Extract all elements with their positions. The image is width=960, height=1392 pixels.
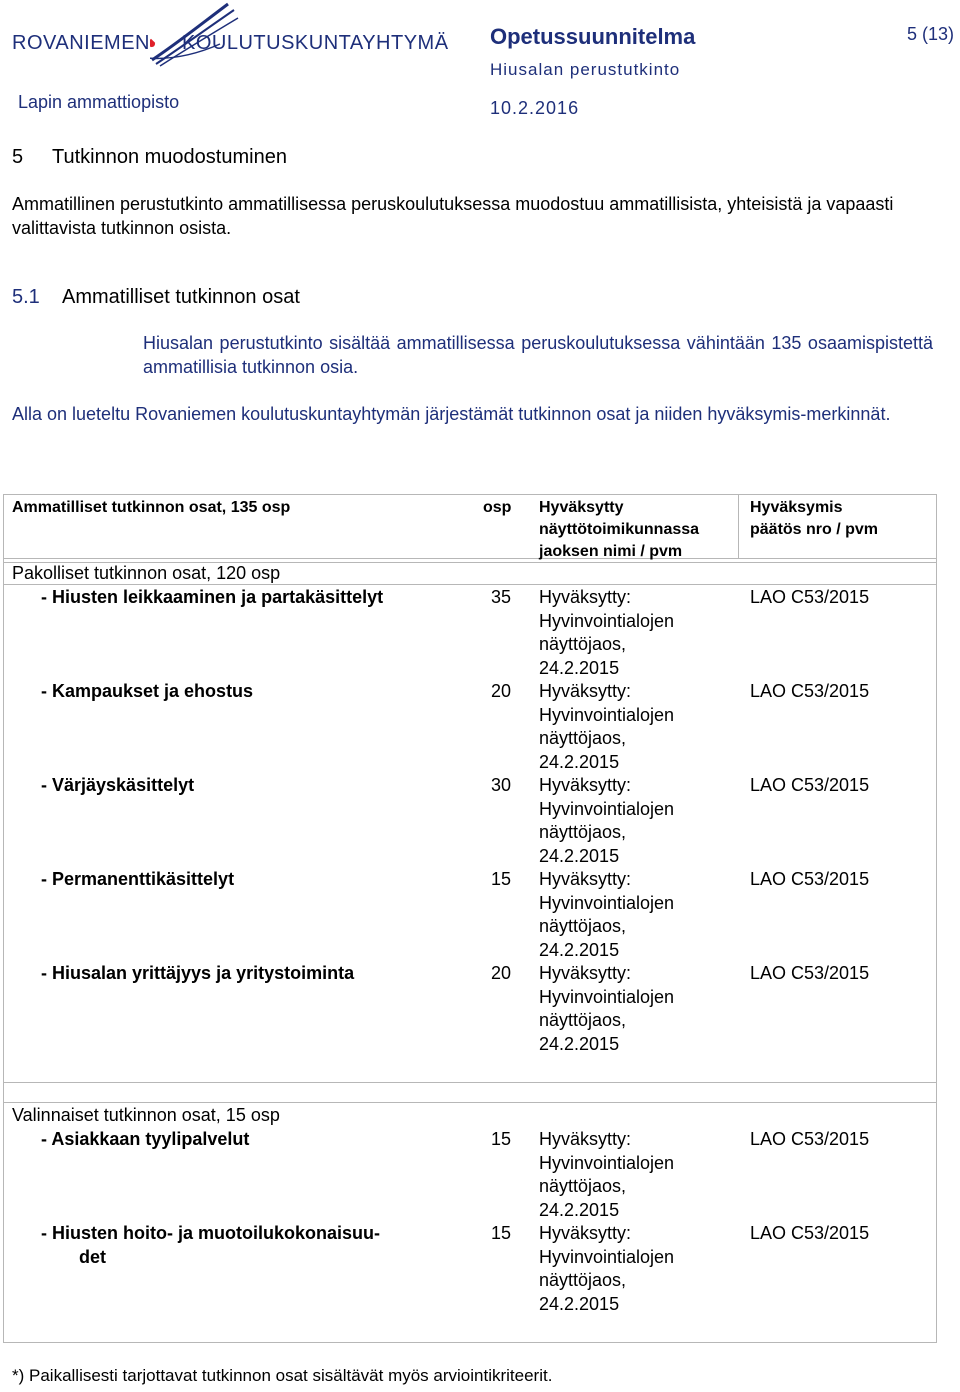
approval-line: 24.2.2015 xyxy=(539,1033,620,1054)
approval-line: 24.2.2015 xyxy=(539,1293,620,1314)
table-divider xyxy=(3,1102,937,1103)
part-approval xyxy=(539,774,674,868)
header-col-approved xyxy=(539,497,699,563)
part-osp: 15 xyxy=(491,1223,512,1243)
approval-line: Hyväksytty: xyxy=(539,1223,632,1243)
approval-line: Hyväksytty: xyxy=(539,587,632,607)
part-decision: LAO C53/2015 xyxy=(750,963,870,983)
header-col-osp: osp xyxy=(483,499,512,516)
subsection-heading xyxy=(12,286,300,309)
table-header-divider xyxy=(3,558,937,559)
approval-line: näyttöjaos, xyxy=(539,1270,627,1290)
school-name: Lapin ammattiopisto xyxy=(18,92,180,112)
header-col-approved-line: jaoksen nimi / pvm xyxy=(539,543,683,560)
part-osp: 15 xyxy=(491,869,512,889)
approval-line: Hyväksytty: xyxy=(539,869,632,889)
approval-line: 24.2.2015 xyxy=(539,1199,620,1220)
part-name: - Värjäyskäsittelyt xyxy=(41,775,195,795)
document-subtitle: Hiusalan perustutkinto xyxy=(490,60,681,79)
approval-line: näyttöjaos, xyxy=(539,1176,627,1196)
header-col-part: Ammatilliset tutkinnon osat, 135 osp xyxy=(12,499,291,516)
approval-line: 24.2.2015 xyxy=(539,845,620,866)
part-decision: LAO C53/2015 xyxy=(750,869,870,889)
document-title: Opetussuunnitelma xyxy=(490,24,696,49)
section-title: Tutkinnon muodostuminen xyxy=(52,146,287,168)
header-col-decision-line: päätös nro / pvm xyxy=(750,521,879,538)
approval-line: Hyvinvointialojen xyxy=(539,1152,675,1173)
part-name-continued: det xyxy=(79,1247,106,1267)
table-divider xyxy=(3,1082,937,1083)
table-border-left xyxy=(3,494,4,1342)
part-osp: 35 xyxy=(491,587,512,607)
approval-line: näyttöjaos, xyxy=(539,916,627,936)
approval-line: 24.2.2015 xyxy=(539,657,620,678)
part-approval xyxy=(539,680,674,774)
group-title-mandatory: Pakolliset tutkinnon osat, 120 osp xyxy=(12,563,281,583)
document-date: 10.2.2016 xyxy=(490,98,580,118)
header-col-decision-line: Hyväksymis xyxy=(750,499,843,516)
page-number: 5 (13) xyxy=(907,24,955,44)
approval-line: Hyvinvointialojen xyxy=(539,892,675,913)
section-heading xyxy=(12,146,287,169)
part-approval xyxy=(539,1128,674,1222)
part-approval xyxy=(539,868,674,962)
part-name: - Kampaukset ja ehostus xyxy=(41,681,254,701)
table-border-bottom xyxy=(3,1342,937,1343)
org-name-left: ROVANIEMEN xyxy=(12,32,150,54)
footnote: *) Paikallisesti tarjottavat tutkinnon osat sisältävät myös arviointikriteerit. xyxy=(12,1366,553,1385)
part-decision: LAO C53/2015 xyxy=(750,775,870,795)
part-name: - Permanenttikäsittelyt xyxy=(41,869,235,889)
header-col-approved-line: Hyväksytty xyxy=(539,499,624,516)
approval-line: Hyvinvointialojen xyxy=(539,704,675,725)
approval-line: Hyväksytty: xyxy=(539,681,632,701)
part-approval xyxy=(539,586,674,680)
part-approval xyxy=(539,962,674,1056)
section-number: 5 xyxy=(12,146,24,168)
approval-line: Hyvinvointialojen xyxy=(539,1246,675,1267)
part-decision: LAO C53/2015 xyxy=(750,1223,870,1243)
approval-line: näyttöjaos, xyxy=(539,1010,627,1030)
group-title-optional: Valinnaiset tutkinnon osat, 15 osp xyxy=(12,1105,280,1125)
approval-line: Hyvinvointialojen xyxy=(539,986,675,1007)
approval-line: näyttöjaos, xyxy=(539,728,627,748)
part-name: - Hiusalan yrittäjyys ja yritystoiminta xyxy=(41,963,355,983)
subsection-title: Ammatilliset tutkinnon osat xyxy=(62,286,300,308)
approval-line: Hyväksytty: xyxy=(539,963,632,983)
table-border-right xyxy=(936,494,937,1342)
header-col-approved-line: näyttötoimikunnassa xyxy=(539,521,700,538)
part-osp: 30 xyxy=(491,775,512,795)
part-decision: LAO C53/2015 xyxy=(750,681,870,701)
part-name: - Hiusten leikkaaminen ja partakäsittelyt xyxy=(41,587,384,607)
approval-line: 24.2.2015 xyxy=(539,939,620,960)
part-osp: 15 xyxy=(491,1129,512,1149)
header-col-decision xyxy=(750,497,878,541)
part-osp: 20 xyxy=(491,681,512,701)
section-intro: Ammatillinen perustutkinto ammatillisessa peruskoulutuksessa muodostuu ammatillisista, yhteisistä ja vapaasti valittavista tutkinnon osista. xyxy=(12,194,894,238)
org-name-right: KOULUTUSKUNTAYHTYMÄ xyxy=(182,32,449,54)
approval-line: Hyväksytty: xyxy=(539,1129,632,1149)
subsection-paragraph-2: Alla on lueteltu Rovaniemen koulutuskuntayhtymän järjestämät tutkinnon osat ja niiden hyväksymis-merkinnät. xyxy=(12,404,891,424)
approval-line: näyttöjaos, xyxy=(539,634,627,654)
approval-line: Hyvinvointialojen xyxy=(539,610,675,631)
approval-line: Hyväksytty: xyxy=(539,775,632,795)
approval-line: näyttöjaos, xyxy=(539,822,627,842)
part-osp: 20 xyxy=(491,963,512,983)
part-decision: LAO C53/2015 xyxy=(750,587,870,607)
table-col-divider xyxy=(738,494,739,558)
part-name: - Asiakkaan tyylipalvelut xyxy=(41,1129,250,1149)
qualification-table xyxy=(3,494,937,1342)
part-approval xyxy=(539,1222,674,1316)
subsection-number: 5.1 xyxy=(12,286,40,308)
table-border-top xyxy=(3,494,937,495)
part-name: - Hiusten hoito- ja muotoilukokonaisuu- xyxy=(41,1223,380,1243)
approval-line: 24.2.2015 xyxy=(539,751,620,772)
subsection-paragraph-1: Hiusalan perustutkinto sisältää ammatillisessa peruskoulutuksessa vähintään 135 osaamispistettä ammatillisia tutkinnon osia. xyxy=(143,333,933,377)
approval-line: Hyvinvointialojen xyxy=(539,798,675,819)
part-decision: LAO C53/2015 xyxy=(750,1129,870,1149)
